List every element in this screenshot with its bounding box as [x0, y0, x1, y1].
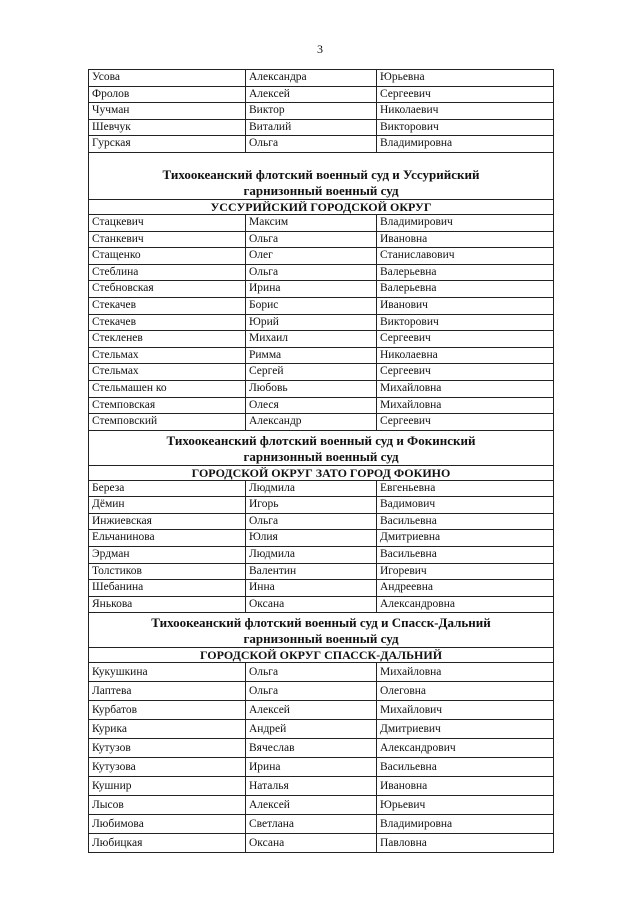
surname-cell: Лысов — [89, 796, 246, 814]
court-title-line2: гарнизонный военный суд — [243, 631, 399, 647]
court-title-line1: Тихоокеанский флотский военный суд и Спасск-Дальний — [151, 615, 491, 631]
table-row — [89, 103, 553, 120]
surname-cell: Усова — [89, 70, 246, 86]
patronymic-cell: Иванович — [380, 298, 428, 311]
patronymic-cell: Владимировна — [380, 137, 453, 150]
table-row — [89, 232, 553, 249]
surname-cell: Станкевич — [89, 232, 246, 248]
first-name-cell: Сергей — [246, 364, 377, 380]
table-row — [89, 497, 553, 514]
surname-cell: Фролов — [89, 87, 246, 103]
surname-cell: Кутузова — [89, 758, 246, 776]
surname-cell: Дёмин — [89, 497, 246, 513]
first-name-cell: Ирина — [246, 758, 377, 776]
patronymic-cell: Дмитриевна — [380, 531, 441, 544]
patronymic-cell: Михайловна — [380, 381, 442, 394]
first-name-cell: Римма — [246, 348, 377, 364]
court-section-heading — [89, 431, 553, 481]
table-row — [89, 564, 553, 581]
first-name-cell: Максим — [246, 215, 377, 231]
first-name-cell: Любовь — [246, 381, 377, 397]
district-name: УССУРИЙСКИЙ ГОРОДСКОЙ ОКРУГ — [89, 199, 553, 214]
patronymic-cell: Владимировна — [380, 818, 453, 831]
surname-cell: Чучман — [89, 103, 246, 119]
surname-cell: Стеблина — [89, 265, 246, 281]
patronymic-cell: Сергеевич — [380, 87, 431, 100]
surname-cell: Ельчанинова — [89, 530, 246, 546]
surname-cell: Стекленев — [89, 331, 246, 347]
first-name-cell: Алексей — [246, 87, 377, 103]
first-name-cell: Ольга — [246, 682, 377, 700]
first-name-cell: Ольга — [246, 514, 377, 530]
first-name-cell: Александра — [246, 70, 377, 86]
court-title-line1: Тихоокеанский флотский военный суд и Фокинский — [166, 432, 476, 448]
first-name-cell: Борис — [246, 298, 377, 314]
patronymic-cell: Евгеньевна — [380, 481, 436, 494]
table-row — [89, 248, 553, 265]
first-name-cell: Андрей — [246, 720, 377, 738]
table-row — [89, 414, 553, 431]
table-row — [89, 514, 553, 531]
first-name-cell: Инна — [246, 580, 377, 596]
patronymic-cell: Михайловна — [380, 666, 442, 679]
table-row — [89, 215, 553, 232]
first-name-cell: Юлия — [246, 530, 377, 546]
surname-cell: Инжиевская — [89, 514, 246, 530]
surname-cell: Стацкевич — [89, 215, 246, 231]
table-row — [89, 796, 553, 815]
section-spacer — [89, 153, 553, 165]
first-name-cell: Людмила — [246, 481, 377, 497]
page-number: 3 — [317, 42, 323, 56]
surname-cell: Толстиков — [89, 564, 246, 580]
surname-cell: Стекачев — [89, 298, 246, 314]
first-name-cell: Оксана — [246, 834, 377, 852]
first-name-cell: Алексей — [246, 701, 377, 719]
surname-cell: Стельмашен ко — [89, 381, 246, 397]
surname-cell: Янькова — [89, 597, 246, 613]
table-row — [89, 777, 553, 796]
patronymic-cell: Юрьевич — [380, 799, 426, 812]
patronymic-cell: Михайловна — [380, 398, 442, 411]
patronymic-cell: Сергеевич — [380, 415, 431, 428]
first-name-cell: Игорь — [246, 497, 377, 513]
surname-cell: Курбатов — [89, 701, 246, 719]
first-name-cell: Ольга — [246, 265, 377, 281]
first-name-cell: Оксана — [246, 597, 377, 613]
patronymic-cell: Александрович — [380, 742, 456, 755]
court-title-line1: Тихоокеанский флотский военный суд и Уссурийский — [162, 166, 480, 182]
table-row — [89, 87, 553, 104]
patronymic-cell: Игоревич — [380, 564, 427, 577]
patronymic-cell: Андреевна — [380, 581, 433, 594]
surname-cell: Береза — [89, 481, 246, 497]
surname-cell: Кукушкина — [89, 663, 246, 681]
table-row — [89, 265, 553, 282]
patronymic-cell: Ивановна — [380, 780, 428, 793]
patronymic-cell: Вадимович — [380, 498, 436, 511]
court-title-line2: гарнизонный военный суд — [243, 448, 399, 464]
patronymic-cell: Викторович — [380, 315, 439, 328]
first-name-cell: Олеся — [246, 398, 377, 414]
patronymic-cell: Васильевна — [380, 548, 437, 561]
patronymic-cell: Валерьевна — [380, 265, 437, 278]
table-row — [89, 530, 553, 547]
table-row — [89, 597, 553, 614]
jury-list-table — [88, 69, 554, 853]
patronymic-cell: Николаевна — [380, 348, 438, 361]
table-row — [89, 682, 553, 701]
court-title-line2: гарнизонный военный суд — [243, 182, 399, 198]
table-row — [89, 663, 553, 682]
court-section-heading — [89, 613, 553, 663]
patronymic-cell: Ивановна — [380, 232, 428, 245]
first-name-cell: Юрий — [246, 315, 377, 331]
court-section-heading — [89, 153, 553, 215]
patronymic-cell: Владимирович — [380, 215, 453, 228]
surname-cell: Любицкая — [89, 834, 246, 852]
patronymic-cell: Викторович — [380, 120, 439, 133]
surname-cell: Кутузов — [89, 739, 246, 757]
patronymic-cell: Павловна — [380, 837, 427, 850]
table-row — [89, 136, 553, 153]
first-name-cell: Наталья — [246, 777, 377, 795]
patronymic-cell: Васильевна — [380, 514, 437, 527]
patronymic-cell: Васильевна — [380, 761, 437, 774]
table-row — [89, 120, 553, 137]
table-row — [89, 758, 553, 777]
district-name: ГОРОДСКОЙ ОКРУГ ЗАТО ГОРОД ФОКИНО — [89, 465, 553, 480]
first-name-cell: Ольга — [246, 663, 377, 681]
patronymic-cell: Олеговна — [380, 685, 427, 698]
surname-cell: Гурская — [89, 136, 246, 152]
first-name-cell: Ольга — [246, 136, 377, 152]
table-row — [89, 281, 553, 298]
table-row — [89, 547, 553, 564]
table-row — [89, 364, 553, 381]
patronymic-cell: Сергеевич — [380, 332, 431, 345]
table-row — [89, 70, 553, 87]
surname-cell: Стемповская — [89, 398, 246, 414]
surname-cell: Стебновская — [89, 281, 246, 297]
surname-cell: Любимова — [89, 815, 246, 833]
table-row — [89, 331, 553, 348]
table-row — [89, 720, 553, 739]
first-name-cell: Светлана — [246, 815, 377, 833]
patronymic-cell: Михайлович — [380, 704, 443, 717]
patronymic-cell: Станиславович — [380, 249, 455, 262]
table-row — [89, 315, 553, 332]
surname-cell: Кушнир — [89, 777, 246, 795]
surname-cell: Эрдман — [89, 547, 246, 563]
patronymic-cell: Юрьевна — [380, 71, 425, 83]
surname-cell: Стемповский — [89, 414, 246, 430]
surname-cell: Стащенко — [89, 248, 246, 264]
first-name-cell: Виталий — [246, 120, 377, 136]
patronymic-cell: Дмитриевич — [380, 723, 441, 736]
first-name-cell: Виктор — [246, 103, 377, 119]
first-name-cell: Ирина — [246, 281, 377, 297]
surname-cell: Курика — [89, 720, 246, 738]
surname-cell: Шевчук — [89, 120, 246, 136]
first-name-cell: Валентин — [246, 564, 377, 580]
surname-cell: Шебанина — [89, 580, 246, 596]
first-name-cell: Олег — [246, 248, 377, 264]
first-name-cell: Александр — [246, 414, 377, 430]
table-row — [89, 834, 553, 853]
surname-cell: Стекачев — [89, 315, 246, 331]
table-row — [89, 298, 553, 315]
table-row — [89, 580, 553, 597]
surname-cell: Стельмах — [89, 348, 246, 364]
table-row — [89, 815, 553, 834]
patronymic-cell: Александровна — [380, 597, 455, 610]
patronymic-cell: Валерьевна — [380, 282, 437, 295]
table-row — [89, 701, 553, 720]
first-name-cell: Алексей — [246, 796, 377, 814]
surname-cell: Стельмах — [89, 364, 246, 380]
first-name-cell: Людмила — [246, 547, 377, 563]
district-name: ГОРОДСКОЙ ОКРУГ СПАССК-ДАЛЬНИЙ — [89, 647, 553, 662]
table-row — [89, 481, 553, 498]
table-row — [89, 739, 553, 758]
first-name-cell: Михаил — [246, 331, 377, 347]
first-name-cell: Ольга — [246, 232, 377, 248]
table-row — [89, 398, 553, 415]
surname-cell: Лаптева — [89, 682, 246, 700]
first-name-cell: Вячеслав — [246, 739, 377, 757]
patronymic-cell: Николаевич — [380, 104, 439, 117]
table-row — [89, 381, 553, 398]
patronymic-cell: Сергеевич — [380, 365, 431, 378]
table-row — [89, 348, 553, 365]
